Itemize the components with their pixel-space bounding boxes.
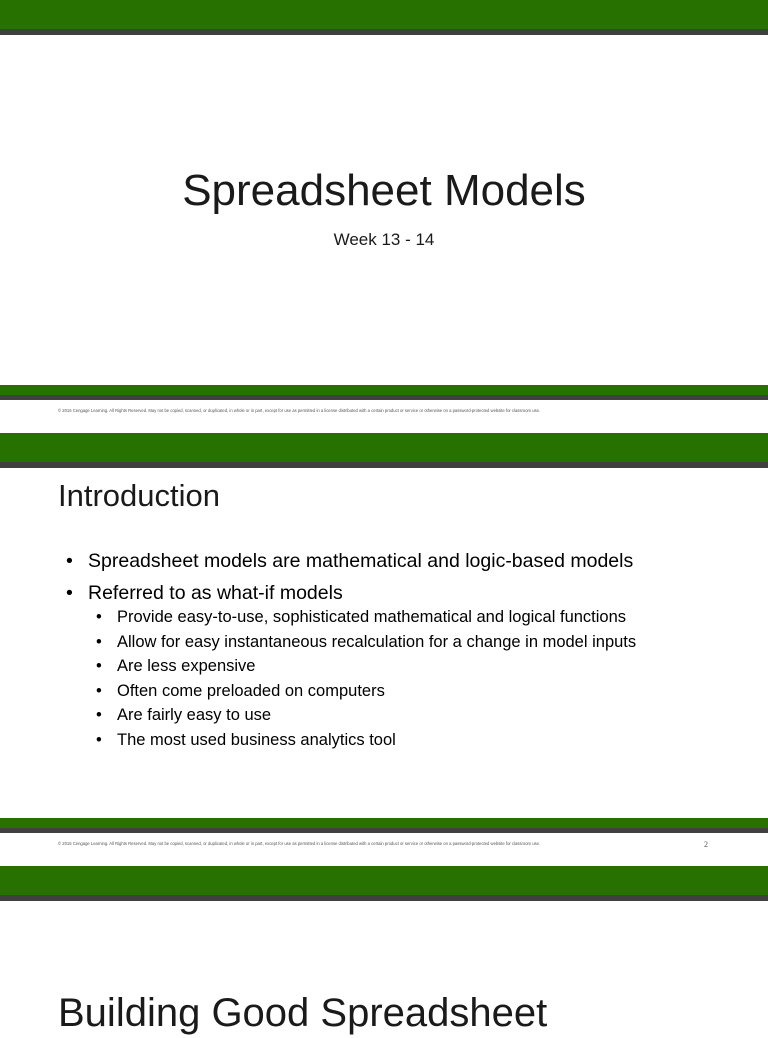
- slide-1-top-green-band: [0, 0, 768, 29]
- sub-bullet-item: • Allow for easy instantaneous recalculation for a change in model inputs: [88, 630, 748, 655]
- sub-bullet-item: • Provide easy-to-use, sophisticated mathematical and logical functions: [88, 605, 748, 630]
- slide-1-bottom-green-band: [0, 385, 768, 395]
- slide-1-bottom-gray-band: [0, 395, 768, 400]
- bullet-item: Referred to as what-if models: [88, 582, 343, 604]
- slide-3-top-green-band: [0, 866, 768, 895]
- slide-2-bottom-gray-band: [0, 828, 768, 833]
- sub-bullet-item: • Are less expensive: [88, 654, 748, 679]
- slide-1-top-gray-band: [0, 29, 768, 35]
- slide-1-title: Spreadsheet Models: [182, 166, 586, 215]
- slide-2-body: [58, 545, 748, 753]
- page-number: 2: [704, 840, 708, 849]
- slide-1-subtitle: Week 13 - 14: [333, 230, 435, 249]
- sub-bullet-item: • The most used business analytics tool: [88, 728, 748, 753]
- slide-1-copyright: © 2016 Cengage Learning. All Rights Reserved. May not be copied, scanned, or duplicated, in whole or in part, except for use as permitted in a license distributed with a certain product or service or otherwise on a password-protected website for classroom use.: [58, 408, 541, 413]
- slide-2-bottom-green-band: [0, 818, 768, 828]
- slide-2-copyright: © 2016 Cengage Learning. All Rights Reserved. May not be copied, scanned, or duplicated, in whole or in part, except for use as permitted in a license distributed with a certain product or service or otherwise on a password-protected website for classroom use.: [58, 841, 541, 846]
- slide-2-top-green-band: [0, 433, 768, 462]
- sub-bullet-item: • Are fairly easy to use: [88, 703, 748, 728]
- slide-2-title: Introduction: [58, 478, 220, 513]
- bullet-item-with-subs: [58, 577, 748, 753]
- bullet-item: • Spreadsheet models are mathematical and logic-based models: [58, 545, 748, 577]
- slide-2-top-gray-band: [0, 462, 768, 468]
- slide-3-title: Building Good Spreadsheet: [58, 991, 548, 1035]
- slide-3-top-gray-band: [0, 895, 768, 901]
- sub-bullet-item: • Often come preloaded on computers: [88, 679, 748, 704]
